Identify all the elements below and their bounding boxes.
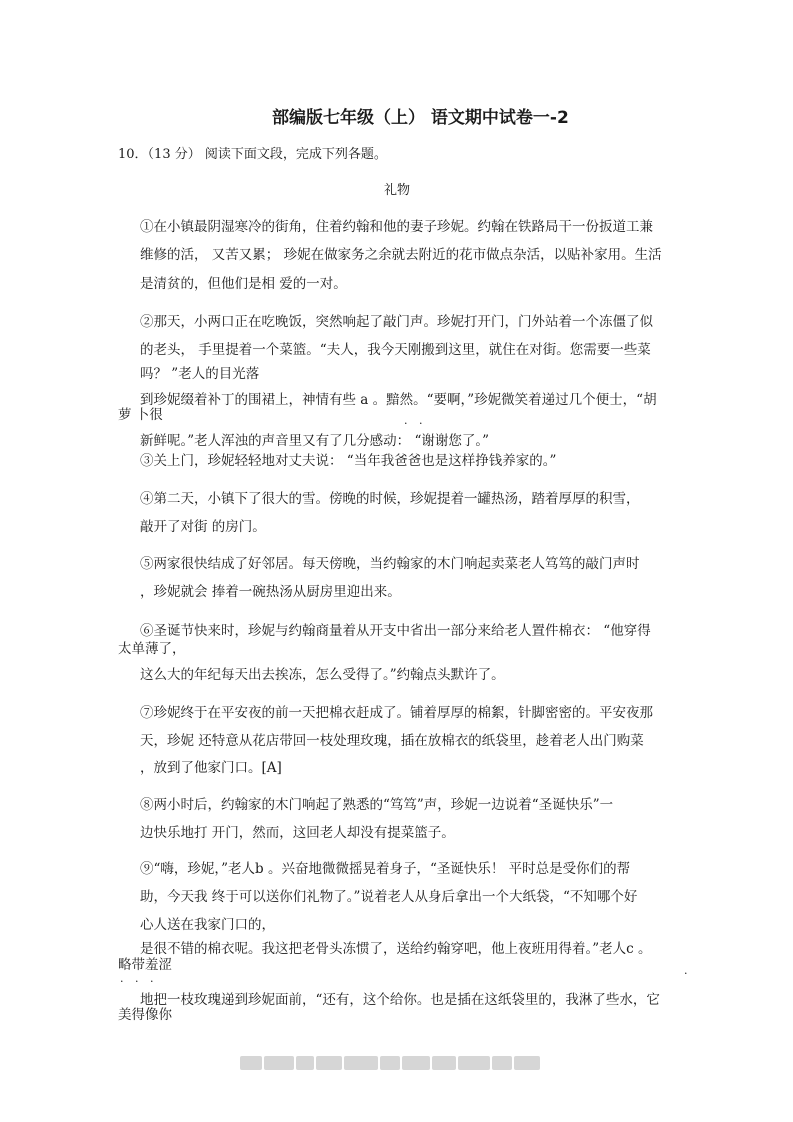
passage-line: ④第二天，小镇下了很大的雪。傍晚的时候，珍妮提着一罐热汤，踏着厚厚的积雪， — [140, 491, 640, 507]
passage-line: 是清贫的，但他们是相 爱的一对。 — [140, 276, 347, 292]
passage-line: ③关上门，珍妮轻轻地对丈夫说： “当年我爸爸也是这样挣钱养家的。” — [140, 453, 557, 469]
emphasis-dots: . . . — [120, 972, 158, 985]
blurred-footer — [240, 1056, 552, 1070]
emphasis-dots: . . — [404, 414, 427, 427]
passage-line: ⑧两小时后，约翰家的木门响起了熟悉的“笃笃”声，珍妮一边说着“圣诞快乐”一 — [140, 797, 614, 813]
passage-line: ①在小镇最阴湿寒冷的街角，住着约翰和他的妻子珍妮。约翰在铁路局干一份扳道工兼 — [140, 219, 653, 235]
passage-line: ⑤两家很快结成了好邻居。每天傍晚，当约翰家的木门响起卖菜老人笃笃的敲门声时 — [140, 556, 640, 572]
passage-line: 天，珍妮 还特意从花店带回一枝处理玫瑰，插在放棉衣的纸袋里，趁着老人出门购菜 — [140, 733, 644, 749]
emphasis-dots: . — [684, 964, 692, 977]
passage-line: 维修的活， 又苦又累； 珍妮在做家务之余就去附近的花市做点杂活，以贴补家用。生活 — [140, 247, 662, 263]
passage-line: 是很不错的棉衣呢。我这把老骨头冻惯了，送给约翰穿吧，他上夜班用得着。”老人c 。 — [140, 941, 652, 957]
passage-line: 边快乐地打 开门，然而，这回老人却没有提菜篮子。 — [140, 825, 455, 841]
passage-line: 地把一枝玫瑰递到珍妮面前，“还有，这个给你。也是插在这纸袋里的，我淋了些水，它 — [140, 992, 660, 1008]
passage-line: ，珍妮就会 捧着一碗热汤从厨房里迎出来。 — [140, 584, 401, 600]
passage-line: 美得像你 — [118, 1007, 172, 1023]
passage-line: ，放到了他家门口。[A] — [140, 760, 282, 776]
passage-line: 吗？ ”老人的目光落 — [140, 366, 260, 382]
passage-line: ⑨“嗨，珍妮，”老人b 。兴奋地微微摇晃着身子，“圣诞快乐！ 平时总是受你们的帮 — [140, 861, 631, 877]
passage-line: 这么大的年纪每天出去挨冻，怎么受得了。”约翰点头默许了。 — [140, 667, 505, 683]
question-heading: 10．（13 分） 阅读下面文段，完成下列各题。 — [118, 147, 387, 162]
passage-line: 到珍妮缀着补丁的围裙上，神情有些 a 。黯然。“要啊，”珍妮微笑着递过几个便士，“胡 — [140, 392, 657, 408]
passage-line: 敲开了对街 的房门。 — [140, 519, 266, 535]
passage-line: 助，今天我 终于可以送你们礼物了。”说着老人从身后拿出一个大纸袋，“不知哪个好 — [140, 889, 638, 905]
passage-line: 心人送在我家门口的， — [140, 917, 275, 933]
passage-line: 略带羞涩 — [118, 957, 172, 973]
passage-line: 的老头， 手里提着一个菜篮。“夫人，我今天刚搬到这里，就住在对街。您需要一些菜 — [140, 342, 651, 358]
passage-line: ⑥圣诞节快来时，珍妮与约翰商量着从开支中省出一部分来给老人置件棉衣： “他穿得 — [140, 623, 651, 639]
passage-title: 礼物 — [384, 183, 411, 198]
passage-line: ②那天，小两口正在吃晚饭，突然响起了敲门声。珍妮打开门，门外站着一个冻僵了似 — [140, 314, 653, 330]
passage-line: ⑦珍妮终于在平安夜的前一天把棉衣赶成了。铺着厚厚的棉絮，针脚密密的。平安夜那 — [140, 705, 653, 721]
passage-line: 新鲜呢。”老人浑浊的声音里又有了几分感动： “谢谢您了。” — [140, 433, 489, 449]
passage-line: 萝 卜很 — [118, 407, 163, 423]
passage-line: 太单薄了， — [118, 641, 186, 657]
page-title: 部编版七年级（上） 语文期中试卷一-2 — [272, 108, 569, 128]
